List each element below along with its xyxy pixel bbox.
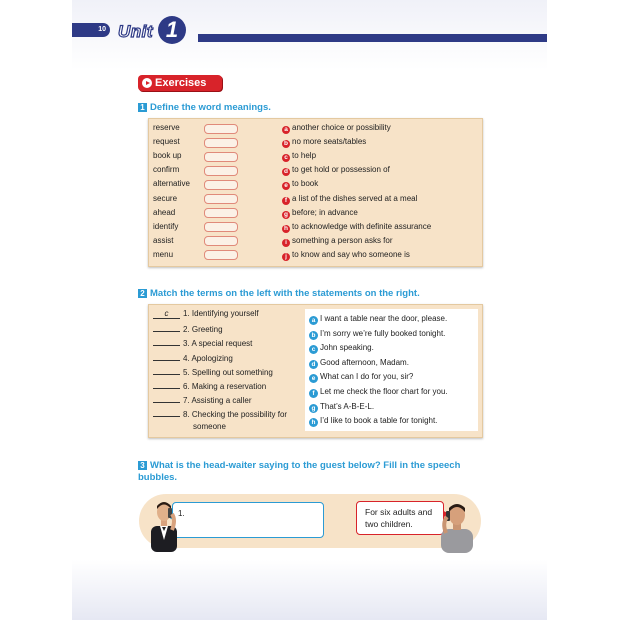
header-rule — [198, 34, 547, 42]
match-answer-blank[interactable] — [153, 366, 180, 375]
definition-text: to help — [292, 151, 317, 161]
match-term-text: 8. Checking the possibility for — [183, 410, 288, 420]
statement-letter-icon: a — [309, 316, 318, 325]
term-3: book up — [153, 151, 182, 161]
match-term-1 — [153, 309, 259, 319]
definition-letter-icon: j — [282, 253, 290, 261]
statement-letter-icon: g — [309, 404, 318, 413]
term-4: confirm — [153, 165, 180, 175]
unit-label: Unit — [118, 22, 154, 41]
answer-blank-9[interactable] — [204, 236, 238, 246]
statement-text: That’s A-B-E-L. — [320, 401, 375, 411]
answer-blank-2[interactable] — [204, 138, 238, 148]
bubble2-line1: For six adults and — [365, 507, 433, 517]
match-term-8 — [153, 408, 287, 419]
match-term-6 — [153, 380, 266, 391]
bubble1-text: 1. — [178, 509, 185, 518]
match-answer-blank[interactable]: c — [153, 310, 180, 319]
match-answer-blank[interactable] — [153, 337, 180, 346]
speech-bubble-1[interactable] — [172, 502, 324, 538]
match-term-text: 4. Apologizing — [183, 353, 233, 363]
term-5: alternative — [153, 179, 190, 189]
section2-title — [138, 288, 420, 299]
definition-letter-icon: c — [282, 154, 290, 162]
match-answer-blank[interactable] — [153, 408, 180, 417]
statement-text: I want a table near the door, please. — [320, 314, 448, 323]
definition-4 — [282, 165, 390, 176]
definition-10 — [282, 250, 410, 261]
bubble2-line2: two children. — [365, 519, 413, 529]
definition-8 — [282, 222, 431, 233]
term-7: ahead — [153, 207, 176, 217]
match-term-text: 5. Spelling out something — [183, 367, 273, 377]
statement-4 — [309, 358, 409, 369]
match-answer-blank[interactable] — [153, 352, 180, 361]
statement-7 — [309, 402, 374, 413]
statement-letter-icon: f — [309, 389, 318, 398]
definition-text: to acknowledge with definite assurance — [292, 221, 432, 231]
match-term-text: 2. Greeting — [183, 325, 223, 335]
guest-illustration — [438, 503, 476, 553]
match-term-7 — [153, 394, 251, 405]
answer-blank-5[interactable] — [204, 180, 238, 190]
section1-title — [138, 102, 271, 113]
answer-blank-4[interactable] — [204, 166, 238, 176]
exercises-label: Exercises — [155, 77, 207, 89]
definition-7 — [282, 208, 358, 219]
answer-blank-7[interactable] — [204, 208, 238, 218]
answer-blank-3[interactable] — [204, 152, 238, 162]
definition-letter-icon: d — [282, 168, 290, 176]
statement-text: Good afternoon, Madam. — [320, 357, 409, 367]
section3-title-line1: What is the head-waiter saying to the guest below? Fill in the speech — [150, 460, 461, 471]
play-icon — [142, 78, 152, 88]
match-term-8-cont: someone — [193, 422, 226, 431]
definition-text: another choice or possibility — [292, 123, 391, 132]
statement-text: I’d like to book a table for tonight. — [320, 416, 438, 426]
statement-2 — [309, 329, 445, 340]
section2-number: 2 — [138, 289, 147, 298]
statement-1 — [309, 314, 447, 325]
match-term-text: 3. A special request — [183, 339, 253, 349]
statement-8 — [309, 416, 437, 427]
term-1: reserve — [153, 123, 180, 132]
definition-letter-icon: g — [282, 211, 290, 219]
head-waiter-illustration — [148, 500, 180, 552]
section3-number: 3 — [138, 461, 147, 470]
answer-blank-1[interactable] — [204, 124, 238, 134]
match-term-text: 1. Identifying yourself — [183, 309, 259, 318]
definition-text: to know and say who someone is — [292, 249, 410, 259]
match-term-4 — [153, 352, 233, 363]
definition-text: before; in advance — [292, 207, 358, 217]
statement-letter-icon: d — [309, 360, 318, 369]
page-number: 10 — [72, 23, 110, 37]
term-9: assist — [153, 235, 174, 245]
statement-letter-icon: h — [309, 418, 318, 427]
definition-6 — [282, 194, 417, 205]
definition-letter-icon: f — [282, 197, 290, 205]
section3-title — [138, 460, 460, 484]
match-answer-blank[interactable] — [153, 394, 180, 403]
definition-text: no more seats/tables — [292, 137, 367, 147]
definition-letter-icon: b — [282, 140, 290, 148]
term-8: identify — [153, 221, 179, 231]
definition-letter-icon: e — [282, 182, 290, 190]
term-10: menu — [153, 249, 174, 259]
match-term-5 — [153, 366, 273, 377]
definition-5 — [282, 179, 318, 190]
statements-panel — [305, 309, 478, 431]
statement-5 — [309, 372, 413, 383]
definition-3 — [282, 151, 316, 162]
section1-number: 1 — [138, 103, 147, 112]
definition-letter-icon: a — [282, 126, 290, 134]
statement-letter-icon: e — [309, 374, 318, 383]
definition-9 — [282, 236, 393, 247]
answer-blank-8[interactable] — [204, 222, 238, 232]
section3-title-line2: bubbles. — [138, 472, 178, 483]
statement-text: I’m sorry we’re fully booked tonight. — [320, 328, 446, 338]
statement-letter-icon: b — [309, 331, 318, 340]
speech-bubble-2 — [356, 501, 444, 535]
term-6: secure — [153, 193, 178, 203]
term-2: request — [153, 137, 180, 147]
match-term-text: 7. Assisting a caller — [183, 396, 252, 406]
match-answer-blank[interactable] — [153, 323, 180, 332]
section2-title-text: Match the terms on the left with the statements on the right. — [150, 288, 420, 299]
definition-letter-icon: h — [282, 225, 290, 233]
section1-title-text: Define the word meanings. — [150, 102, 271, 113]
unit-number: 1 — [158, 16, 186, 44]
statement-letter-icon: c — [309, 345, 318, 354]
match-term-2 — [153, 323, 223, 334]
definition-text: to get hold or possession of — [292, 165, 390, 175]
match-answer-blank[interactable] — [153, 380, 180, 389]
match-term-text: 6. Making a reservation — [183, 382, 267, 391]
answer-blank-6[interactable] — [204, 194, 238, 204]
definition-text: to book — [292, 179, 319, 189]
definition-text: a list of the dishes served at a meal — [292, 193, 418, 203]
statement-text: Let me check the floor chart for you. — [320, 387, 448, 396]
statement-text: What can I do for you, sir? — [320, 372, 414, 382]
definition-2 — [282, 137, 366, 148]
statement-3 — [309, 343, 374, 354]
statement-text: John speaking. — [320, 343, 374, 353]
exercises-badge — [138, 75, 222, 91]
definition-text: something a person asks for — [292, 235, 393, 245]
definition-1 — [282, 123, 391, 134]
match-term-3 — [153, 337, 252, 348]
definition-letter-icon: i — [282, 239, 290, 247]
answer-blank-10[interactable] — [204, 250, 238, 260]
statement-6 — [309, 387, 448, 398]
